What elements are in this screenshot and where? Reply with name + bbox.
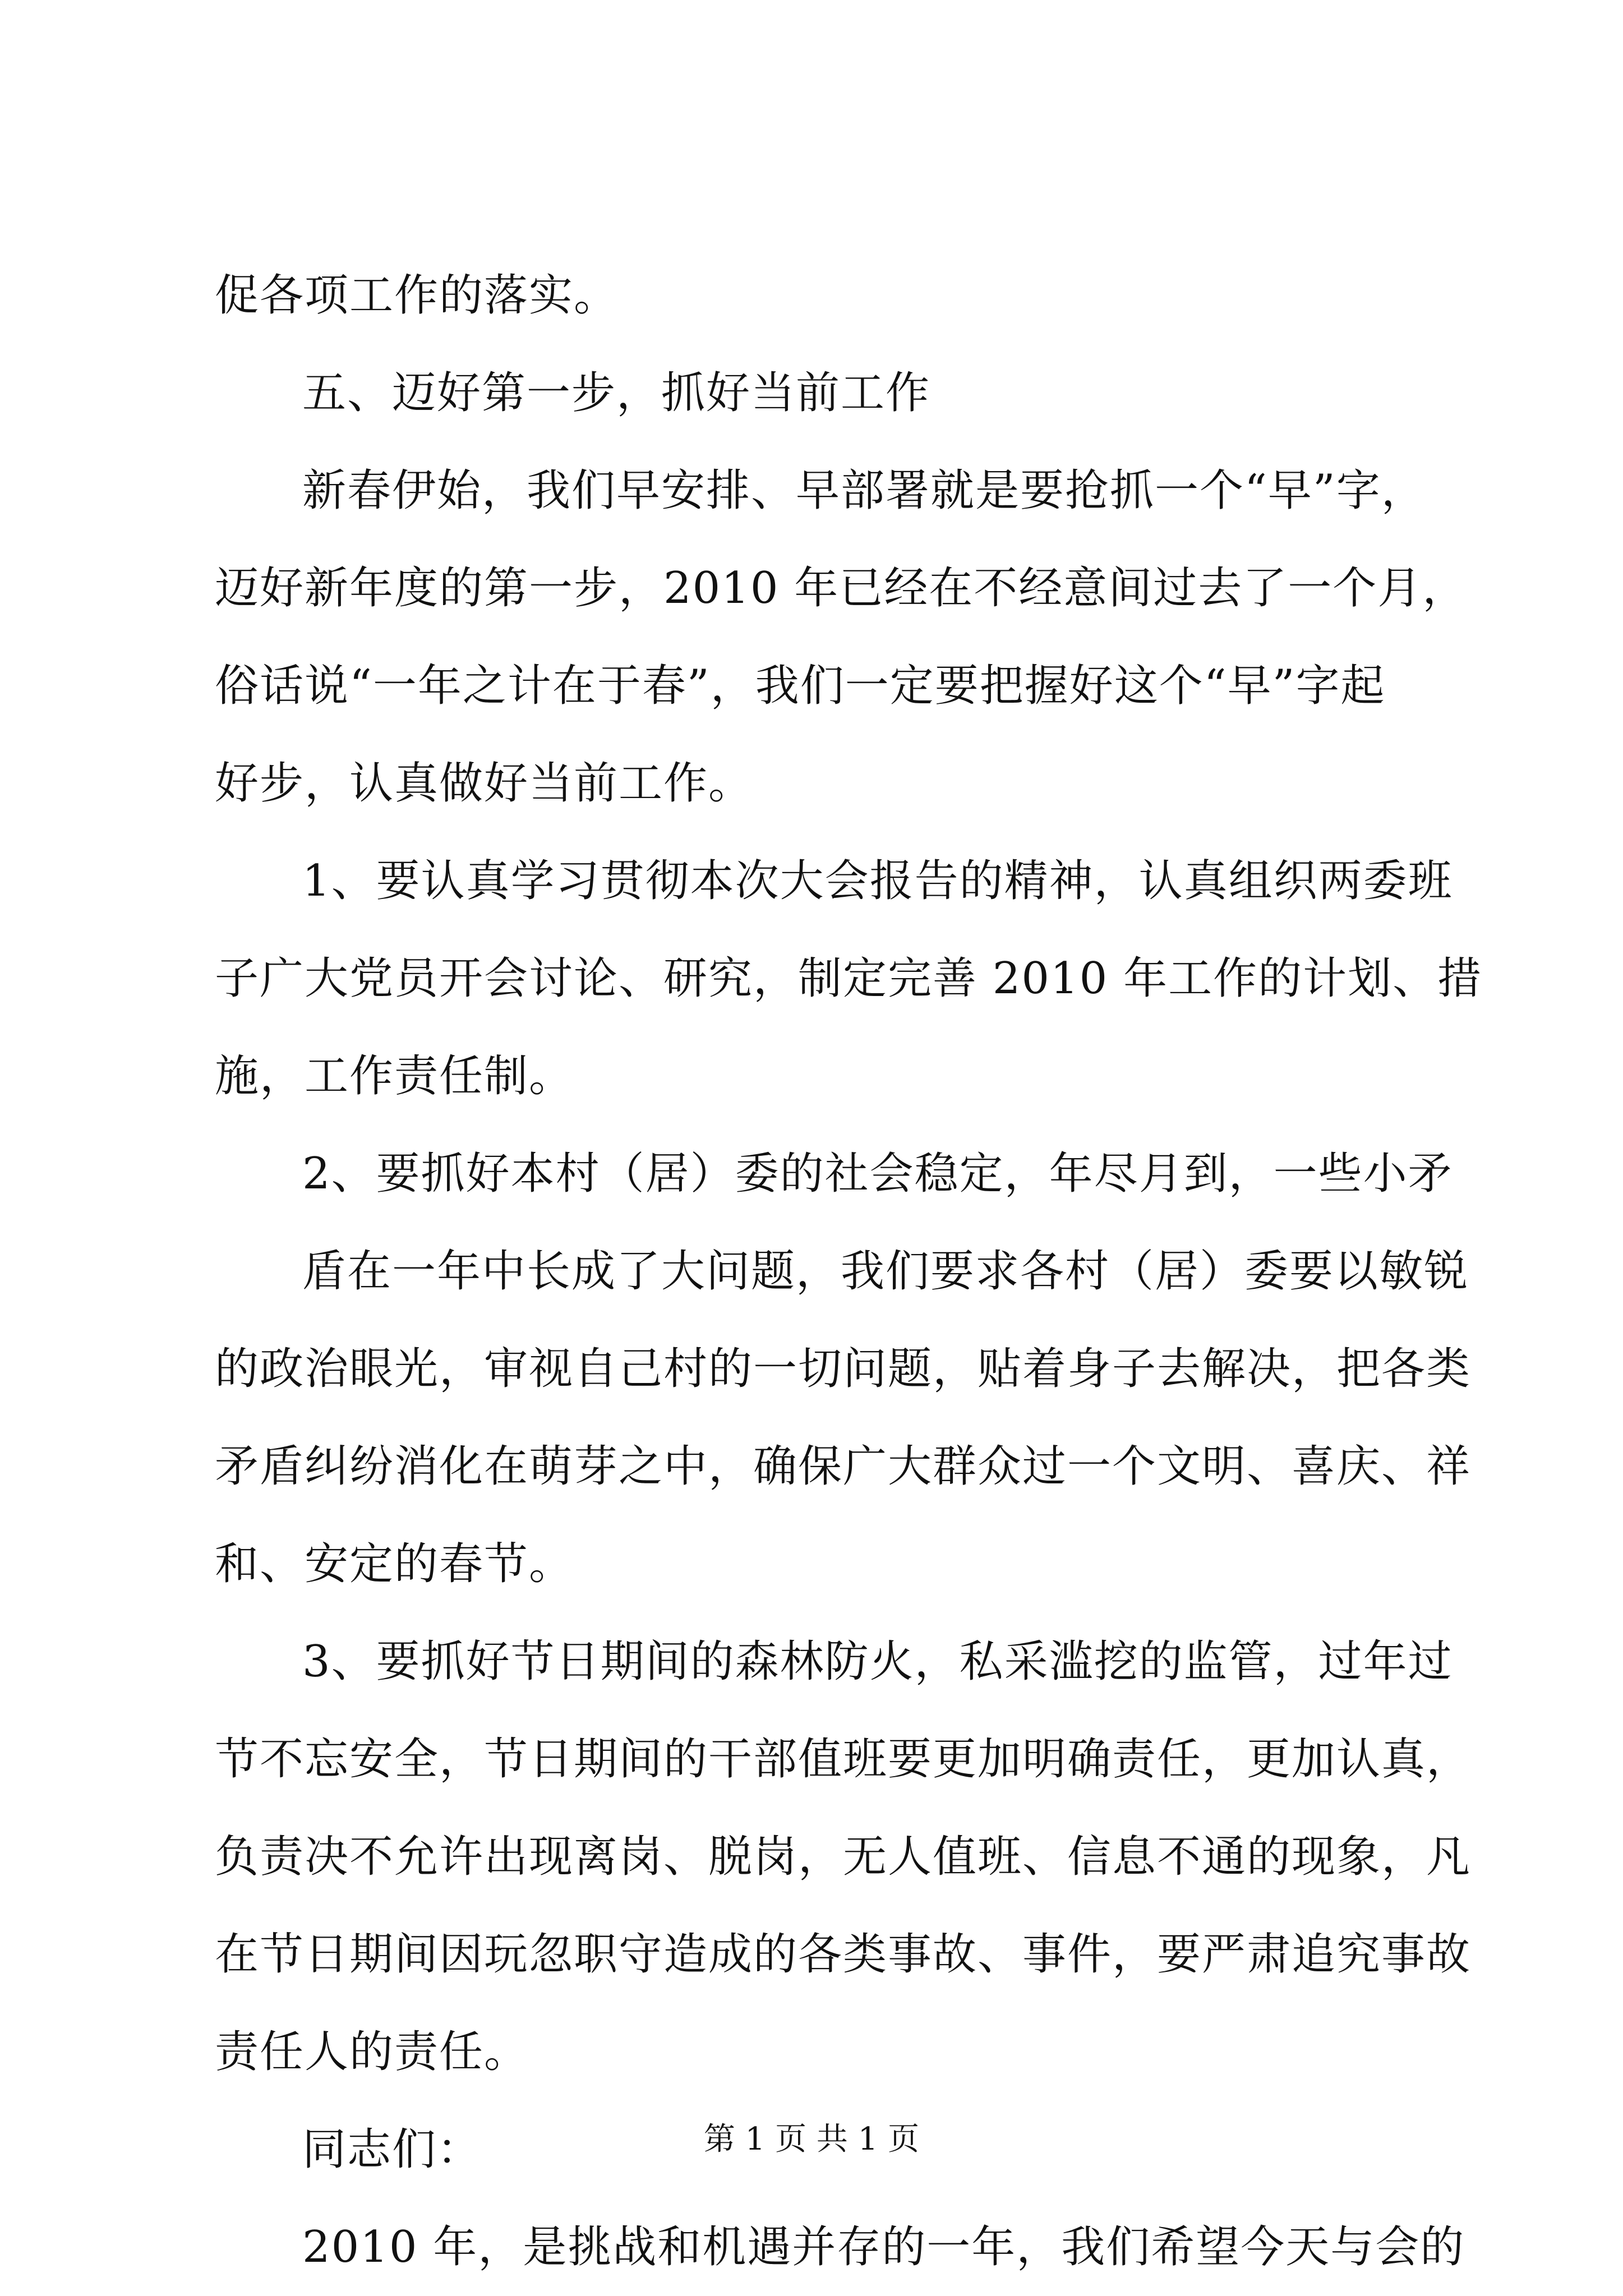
text-line: 2010 年，是挑战和机遇并存的一年，我们希望今天与会的	[302, 2222, 1465, 2272]
text-line: 的政治眼光，审视自己村的一切问题，贴着身子去解决，把各类	[215, 1344, 1472, 1394]
section-heading: 五、迈好第一步，抓好当前工作	[302, 368, 931, 418]
text-line: 负责决不允许出现离岗、脱岗，无人值班、信息不通的现象，凡	[215, 1832, 1472, 1882]
list-item-2: 2、要抓好本村（居）委的社会稳定，年尽月到，一些小矛	[302, 1149, 1453, 1199]
text-line: 好步，认真做好当前工作。	[215, 758, 754, 809]
text-line: 施，工作责任制。	[215, 1051, 574, 1101]
list-item-3: 3、要抓好节日期间的森林防火，私采滥挖的监管，过年过	[302, 1636, 1453, 1687]
page-number-label: 第 1 页 共 1 页	[703, 2121, 920, 2157]
document-body	[215, 247, 1483, 2296]
text-line: 节不忘安全，节日期间的干部值班要更加明确责任，更加认真，	[215, 1734, 1472, 1785]
text-line: 新春伊始，我们早安排、早部署就是要抢抓一个“早”字，	[302, 465, 1426, 516]
text-line: 促各项工作的落实。	[215, 270, 619, 321]
text-line: 子广大党员开会讨论、研究，制定完善 2010 年工作的计划、措	[215, 953, 1483, 1004]
text-line: 俗话说“一年之计在于春”，我们一定要把握好这个“早”字起	[215, 661, 1386, 711]
text-line: 和、安定的春节。	[215, 1539, 574, 1589]
page-footer	[0, 2117, 1623, 2162]
text-line: 在节日期间因玩忽职守造成的各类事故、事件，要严肃追究事故	[215, 1929, 1472, 1980]
text-line: 盾在一年中长成了大问题，我们要求各村（居）委要以敏锐	[302, 1246, 1469, 1297]
text-line: 迈好新年度的第一步，2010 年已经在不经意间过去了一个月，	[215, 563, 1468, 614]
text-line: 矛盾纠纷消化在萌芽之中，确保广大群众过一个文明、喜庆、祥	[215, 1441, 1472, 1492]
salutation: 同志们：	[302, 2124, 482, 2175]
text-line: 责任人的责任。	[215, 2027, 529, 2077]
list-item-1: 1、要认真学习贯彻本次大会报告的精神，认真组织两委班	[302, 856, 1453, 906]
